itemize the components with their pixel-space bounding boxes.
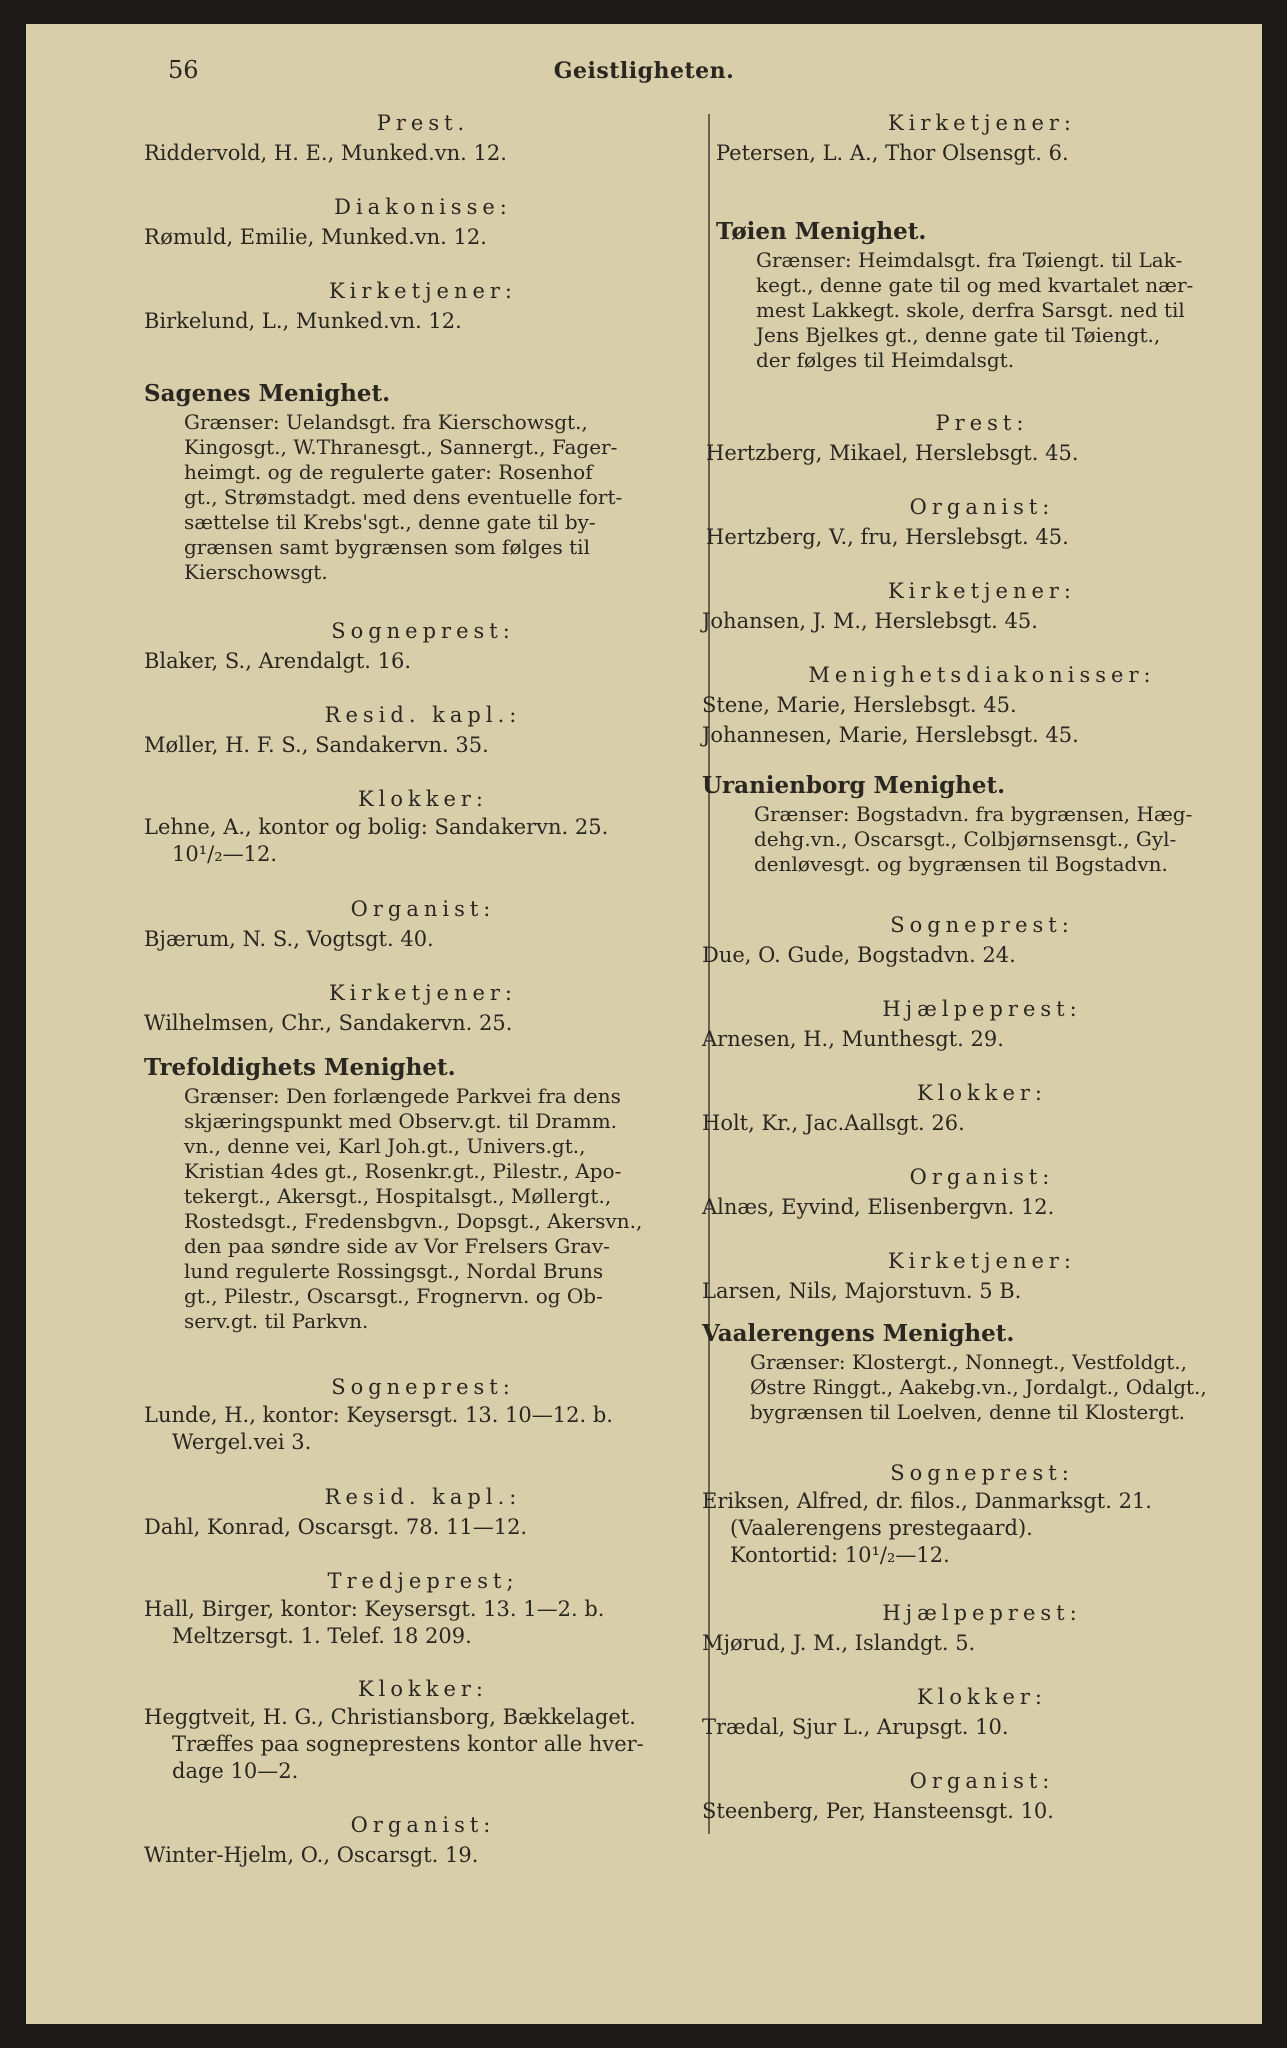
- staff-block: [144, 1810, 702, 1870]
- staff-entry: Johannesen, Marie, Herslebsgt. 45.: [702, 723, 1079, 747]
- staff-block: [144, 1566, 702, 1650]
- parish-boundaries: [756, 248, 1262, 373]
- staff-block: [702, 1078, 1262, 1138]
- parish-boundaries: [184, 1084, 702, 1334]
- parish-boundaries: [754, 802, 1262, 877]
- role-heading: Sogneprest:: [890, 1461, 1074, 1485]
- staff-block: [702, 1246, 1262, 1306]
- staff-block: [144, 276, 702, 336]
- role-heading: Organist:: [350, 1813, 496, 1837]
- staff-block: [144, 1372, 702, 1456]
- boundary-line: Grænser: Bogstadvn. fra bygrænsen, Hæg-: [754, 802, 1193, 826]
- parish-name: Sagenes Menighet.: [144, 380, 391, 407]
- role-heading: Kirketjener:: [328, 279, 518, 303]
- directory-page: [26, 24, 1262, 2024]
- boundary-line: vn., denne vei, Karl Joh.gt., Univers.gt.,: [184, 1134, 586, 1158]
- role-heading: Klokker:: [916, 1685, 1048, 1709]
- parish-block: [144, 378, 702, 585]
- boundary-line: grænsen samt bygrænsen som følges til: [184, 535, 590, 559]
- staff-block: [702, 1162, 1262, 1222]
- staff-block: [702, 1598, 1262, 1658]
- page-number: 56: [168, 56, 199, 84]
- staff-entry: Petersen, L. A., Thor Olsensgt. 6.: [716, 141, 1069, 165]
- role-heading: Klokker:: [357, 1677, 489, 1701]
- staff-block: [144, 616, 702, 676]
- staff-entry: Eriksen, Alfred, dr. filos., Danmarksgt. 21.: [702, 1489, 1152, 1513]
- staff-entry: Larsen, Nils, Majorstuvn. 5 B.: [702, 1279, 1022, 1303]
- staff-entry: Stene, Marie, Herslebsgt. 45.: [702, 693, 1017, 717]
- staff-entry-cont: Træffes paa sogneprestens kontor alle hver-: [172, 1732, 644, 1756]
- role-heading: Sogneprest:: [890, 913, 1074, 937]
- role-heading: Resid. kapl.:: [324, 703, 522, 727]
- staff-block: [144, 1674, 702, 1785]
- role-heading: Organist:: [909, 1769, 1055, 1793]
- staff-entry-cont: (Vaalerengens prestegaard).: [730, 1516, 1033, 1540]
- parish-name: Vaalerengens Menighet.: [702, 1320, 1015, 1347]
- boundary-line: gt., Pilestr., Oscarsgt., Frognervn. og Ob-: [184, 1284, 603, 1308]
- boundary-line: Grænser: Den forlængede Parkvei fra dens: [184, 1084, 621, 1108]
- staff-block: [702, 576, 1262, 636]
- staff-entry: Møller, H. F. S., Sandakervn. 35.: [144, 733, 489, 757]
- staff-block: [702, 108, 1262, 168]
- staff-block: [702, 660, 1262, 750]
- parish-block: [702, 216, 1262, 373]
- role-heading: Sogneprest:: [331, 1375, 515, 1399]
- staff-entry: Arnesen, H., Munthesgt. 29.: [702, 1027, 1004, 1051]
- parish-boundaries: [750, 1350, 1262, 1425]
- parish-boundaries: [184, 410, 702, 585]
- parish-name: Uranienborg Menighet.: [702, 772, 1006, 799]
- role-heading: Resid. kapl.:: [324, 1485, 522, 1509]
- boundary-line: mest Lakkegt. skole, derfra Sarsgt. ned til: [756, 298, 1185, 322]
- role-heading: Diakonisse:: [334, 195, 512, 219]
- staff-entry: Birkelund, L., Munked.vn. 12.: [144, 309, 462, 333]
- role-heading: Kirketjener:: [887, 1249, 1077, 1273]
- staff-entry: Hertzberg, Mikael, Herslebsgt. 45.: [706, 441, 1079, 465]
- parish-name: Trefoldighets Menighet.: [144, 1054, 456, 1081]
- staff-block: [702, 1682, 1262, 1742]
- staff-entry: Holt, Kr., Jac.Aallsgt. 26.: [702, 1111, 965, 1135]
- staff-entry: Heggtveit, H. G., Christiansborg, Bækkelaget.: [144, 1705, 636, 1729]
- parish-name: Tøien Menighet.: [716, 218, 927, 245]
- parish-block: [702, 1318, 1262, 1425]
- role-heading: Hjælpeprest:: [882, 997, 1082, 1021]
- role-heading: Organist:: [909, 495, 1055, 519]
- boundary-line: serv.gt. til Parkvn.: [184, 1309, 369, 1333]
- boundary-line: bygrænsen til Loelven, denne til Klostergt.: [750, 1400, 1186, 1424]
- staff-entry: Bjærum, N. S., Vogtsgt. 40.: [144, 927, 434, 951]
- staff-entry-cont: Kontortid: 10¹/₂—12.: [730, 1543, 950, 1567]
- role-heading: Prest:: [935, 411, 1029, 435]
- boundary-line: Grænser: Klostergt., Nonnegt., Vestfoldgt.,: [750, 1350, 1187, 1374]
- staff-block: [144, 894, 702, 954]
- staff-block: [702, 408, 1262, 468]
- staff-block: [702, 1458, 1262, 1569]
- role-heading: Organist:: [909, 1165, 1055, 1189]
- staff-block: [144, 192, 702, 252]
- staff-entry-cont: Wergel.vei 3.: [172, 1430, 312, 1454]
- boundary-line: Rostedsgt., Fredensbgvn., Dopsgt., Akersvn.,: [184, 1209, 643, 1233]
- staff-block: [702, 1766, 1262, 1826]
- role-heading: Kirketjener:: [887, 579, 1077, 603]
- staff-entry: Blaker, S., Arendalgt. 16.: [144, 649, 412, 673]
- role-heading: Menighetsdiakonisser:: [808, 663, 1156, 687]
- staff-entry: Hertzberg, V., fru, Herslebsgt. 45.: [706, 525, 1069, 549]
- staff-block: [144, 700, 702, 760]
- staff-block: [702, 492, 1262, 552]
- boundary-line: kegt., denne gate til og med kvartalet nær-: [756, 273, 1194, 297]
- staff-block: [702, 910, 1262, 970]
- boundary-line: Jens Bjelkes gt., denne gate til Tøiengt.,: [756, 323, 1161, 347]
- staff-entry: Alnæs, Eyvind, Elisenbergvn. 12.: [702, 1195, 1055, 1219]
- role-heading: Sogneprest:: [331, 619, 515, 643]
- staff-block: [144, 1482, 702, 1542]
- role-heading: Kirketjener:: [328, 981, 518, 1005]
- staff-entry: Mjørud, J. M., Islandgt. 5.: [702, 1631, 976, 1655]
- staff-block: [144, 978, 702, 1038]
- staff-entry-cont: 10¹/₂—12.: [172, 842, 278, 866]
- boundary-line: denløvesgt. og bygrænsen til Bogstadvn.: [754, 852, 1168, 876]
- role-heading: Organist:: [350, 897, 496, 921]
- role-heading: Klokker:: [357, 787, 489, 811]
- boundary-line: Grænser: Uelandsgt. fra Kierschowsgt.,: [184, 410, 588, 434]
- staff-entry: Hall, Birger, kontor: Keysersgt. 13. 1—2. b.: [144, 1597, 605, 1621]
- staff-entry-cont: dage 10—2.: [172, 1759, 299, 1783]
- parish-block: [702, 770, 1262, 877]
- staff-entry-cont: Meltzersgt. 1. Telef. 18 209.: [172, 1624, 472, 1648]
- boundary-line: heimgt. og de regulerte gater: Rosenhof: [184, 460, 593, 484]
- boundary-line: tekergt., Akersgt., Hospitalsgt., Møllergt.,: [184, 1184, 612, 1208]
- staff-block: [144, 784, 702, 868]
- staff-entry: Rømuld, Emilie, Munked.vn. 12.: [144, 225, 487, 249]
- role-heading: Klokker:: [916, 1081, 1048, 1105]
- boundary-line: den paa søndre side av Vor Frelsers Grav-: [184, 1234, 610, 1258]
- running-header: Geistligheten.: [553, 58, 735, 84]
- staff-entry: Lunde, H., kontor: Keysersgt. 13. 10—12. b.: [144, 1403, 613, 1427]
- staff-entry: Dahl, Konrad, Oscarsgt. 78. 11—12.: [144, 1515, 528, 1539]
- staff-block: [702, 994, 1262, 1054]
- staff-entry: Trædal, Sjur L., Arupsgt. 10.: [702, 1715, 1009, 1739]
- boundary-line: lund regulerte Rossingsgt., Nordal Bruns: [184, 1259, 604, 1283]
- staff-entry: Due, O. Gude, Bogstadvn. 24.: [702, 943, 1016, 967]
- staff-entry: Winter-Hjelm, O., Oscarsgt. 19.: [144, 1843, 479, 1867]
- boundary-line: Kierschowsgt.: [184, 560, 328, 584]
- role-heading: Tredjeprest;: [327, 1569, 519, 1593]
- boundary-line: gt., Strømstadgt. med dens eventuelle fort-: [184, 485, 623, 509]
- boundary-line: sættelse til Krebs'sgt., denne gate til by-: [184, 510, 596, 534]
- boundary-line: Kristian 4des gt., Rosenkr.gt., Pilestr., Apo-: [184, 1159, 622, 1183]
- staff-block: [144, 108, 702, 168]
- boundary-line: skjæringspunkt med Observ.gt. til Dramm.: [184, 1109, 618, 1133]
- role-heading: Prest.: [376, 111, 470, 135]
- staff-entry: Johansen, J. M., Herslebsgt. 45.: [702, 609, 1038, 633]
- role-heading: Hjælpeprest:: [882, 1601, 1082, 1625]
- boundary-line: Østre Ringgt., Aakebg.vn., Jordalgt., Odalgt.,: [750, 1375, 1207, 1399]
- role-heading: Kirketjener:: [887, 111, 1077, 135]
- staff-entry: Lehne, A., kontor og bolig: Sandakervn. 25.: [144, 815, 609, 839]
- staff-entry: Riddervold, H. E., Munked.vn. 12.: [144, 141, 507, 165]
- boundary-line: dehg.vn., Oscarsgt., Colbjørnsensgt., Gyl-: [754, 827, 1177, 851]
- boundary-line: Kingosgt., W.Thranesgt., Sannergt., Fager-: [184, 435, 618, 459]
- staff-entry: Steenberg, Per, Hansteensgt. 10.: [702, 1799, 1054, 1823]
- parish-block: [144, 1052, 702, 1334]
- boundary-line: der følges til Heimdalsgt.: [756, 348, 1015, 372]
- boundary-line: Grænser: Heimdalsgt. fra Tøiengt. til Lak-: [756, 248, 1183, 272]
- staff-entry: Wilhelmsen, Chr., Sandakervn. 25.: [144, 1011, 513, 1035]
